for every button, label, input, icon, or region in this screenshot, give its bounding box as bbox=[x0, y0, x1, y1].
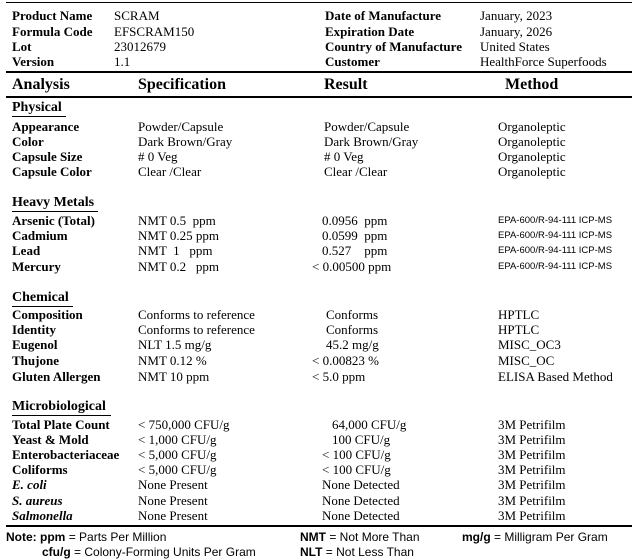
note-nlt-abbr: NLT bbox=[300, 545, 323, 559]
analysis-name: Arsenic (Total) bbox=[12, 213, 95, 228]
note-ppm-abbr: ppm bbox=[40, 530, 66, 544]
note-nmt-abbr: NMT bbox=[300, 530, 326, 544]
section-title-heavy-metals: Heavy Metals bbox=[12, 195, 95, 210]
column-analysis: Analysis bbox=[12, 76, 70, 93]
method: MISC_OC3 bbox=[498, 337, 561, 352]
notes-line-1 bbox=[6, 530, 166, 544]
formula-code-value: EFSCRAM150 bbox=[114, 24, 195, 39]
result: < 0.00823 % bbox=[312, 353, 379, 368]
method: HPTLC bbox=[498, 307, 540, 322]
product-name-label: Product Name bbox=[12, 8, 93, 23]
analysis-name: Appearance bbox=[12, 119, 80, 134]
table-row bbox=[0, 417, 638, 432]
method: EPA-600/R-94-111 ICP-MS bbox=[498, 261, 613, 272]
table-row bbox=[0, 164, 638, 179]
date-of-manufacture-value: January, 2023 bbox=[480, 8, 553, 23]
method: 3M Petrifilm bbox=[498, 493, 566, 508]
method: 3M Petrifilm bbox=[498, 508, 566, 523]
analysis-name: Salmonella bbox=[12, 508, 73, 523]
specification: None Present bbox=[138, 493, 208, 508]
method: EPA-600/R-94-111 ICP-MS bbox=[498, 245, 613, 256]
result: < 100 CFU/g bbox=[322, 462, 391, 477]
table-row bbox=[0, 243, 638, 258]
note-mgg bbox=[462, 530, 608, 544]
specification: NMT 10 ppm bbox=[138, 369, 210, 384]
method: 3M Petrifilm bbox=[498, 477, 566, 492]
table-row bbox=[0, 228, 638, 243]
table-bottom-rule bbox=[6, 525, 632, 527]
note-ppm-def: = Parts Per Million bbox=[68, 530, 167, 544]
table-row bbox=[0, 508, 638, 523]
specification: Conforms to reference bbox=[138, 322, 255, 337]
section-underline-physical bbox=[12, 116, 66, 117]
result: Clear /Clear bbox=[324, 164, 388, 179]
result: # 0 Veg bbox=[324, 149, 364, 164]
analysis-name: Total Plate Count bbox=[12, 417, 110, 432]
analysis-name: Composition bbox=[12, 307, 83, 322]
specification: < 1,000 CFU/g bbox=[138, 432, 217, 447]
customer-label: Customer bbox=[325, 54, 380, 69]
analysis-name: Identity bbox=[12, 322, 57, 337]
method: Organoleptic bbox=[498, 134, 566, 149]
column-specification: Specification bbox=[138, 76, 226, 93]
result: None Detected bbox=[322, 508, 400, 523]
specification: NMT 1 ppm bbox=[138, 243, 213, 258]
table-row bbox=[0, 369, 638, 384]
table-row bbox=[0, 493, 638, 508]
table-row bbox=[0, 149, 638, 164]
method: ELISA Based Method bbox=[498, 369, 613, 384]
analysis-name: Thujone bbox=[12, 353, 59, 368]
method: 3M Petrifilm bbox=[498, 417, 566, 432]
version-value: 1.1 bbox=[114, 54, 131, 69]
method: Organoleptic bbox=[498, 164, 566, 179]
method: HPTLC bbox=[498, 322, 540, 337]
specification: Conforms to reference bbox=[138, 307, 255, 322]
analysis-name: Capsule Size bbox=[12, 149, 83, 164]
section-underline-microbiological bbox=[12, 415, 111, 416]
specification: NMT 0.25 ppm bbox=[138, 228, 220, 243]
column-header-bottom-rule bbox=[6, 96, 632, 98]
result: < 0.00500 ppm bbox=[312, 259, 392, 274]
result: None Detected bbox=[322, 493, 400, 508]
table-row bbox=[0, 432, 638, 447]
specification: < 750,000 CFU/g bbox=[138, 417, 230, 432]
specification: None Present bbox=[138, 477, 208, 492]
method: EPA-600/R-94-111 ICP-MS bbox=[498, 230, 613, 241]
result: Conforms bbox=[326, 307, 378, 322]
method: 3M Petrifilm bbox=[498, 447, 566, 462]
specification: NMT 0.5 ppm bbox=[138, 213, 216, 228]
country-value: United States bbox=[480, 39, 550, 54]
date-of-manufacture-label: Date of Manufacture bbox=[325, 8, 442, 23]
customer-value: HealthForce Superfoods bbox=[480, 54, 607, 69]
top-rule bbox=[6, 2, 632, 3]
analysis-name: S. aureus bbox=[12, 493, 63, 508]
specification: None Present bbox=[138, 508, 208, 523]
table-row bbox=[0, 353, 638, 368]
analysis-name: Lead bbox=[12, 243, 41, 258]
analysis-name: Yeast & Mold bbox=[12, 432, 89, 447]
expiration-date-value: January, 2026 bbox=[480, 24, 553, 39]
section-title-chemical: Chemical bbox=[12, 290, 69, 305]
analysis-name: Gluten Allergen bbox=[12, 369, 101, 384]
result: None Detected bbox=[322, 477, 400, 492]
specification: < 5,000 CFU/g bbox=[138, 447, 217, 462]
result: 0.0956 ppm bbox=[322, 213, 388, 228]
section-underline-heavy-metals bbox=[12, 211, 98, 212]
table-row bbox=[0, 213, 638, 228]
method: 3M Petrifilm bbox=[498, 462, 566, 477]
table-row bbox=[0, 322, 638, 337]
result: Powder/Capsule bbox=[324, 119, 410, 134]
note-nlt-def: = Not Less Than bbox=[325, 545, 414, 559]
analysis-name: Enterobacteriaceae bbox=[12, 447, 120, 462]
note-mgg-def: = Milligram Per Gram bbox=[494, 530, 608, 544]
analysis-name: Eugenol bbox=[12, 337, 58, 352]
formula-code-label: Formula Code bbox=[12, 24, 93, 39]
version-label: Version bbox=[12, 54, 55, 69]
analysis-name: Cadmium bbox=[12, 228, 68, 243]
expiration-date-label: Expiration Date bbox=[325, 24, 415, 39]
analysis-name: E. coli bbox=[12, 477, 47, 492]
result: 100 CFU/g bbox=[332, 432, 391, 447]
specification: NLT 1.5 mg/g bbox=[138, 337, 212, 352]
specification: Clear /Clear bbox=[138, 164, 202, 179]
result: < 100 CFU/g bbox=[322, 447, 391, 462]
note-nmt bbox=[300, 530, 420, 544]
note-mgg-abbr: mg/g bbox=[462, 530, 491, 544]
table-row bbox=[0, 259, 638, 274]
method: MISC_OC bbox=[498, 353, 555, 368]
note-cfu-def: = Colony-Forming Units Per Gram bbox=[74, 545, 256, 559]
column-result: Result bbox=[324, 76, 368, 93]
table-row bbox=[0, 337, 638, 352]
analysis-name: Color bbox=[12, 134, 44, 149]
table-row bbox=[0, 477, 638, 492]
note-nmt-def: = Not More Than bbox=[329, 530, 420, 544]
method: EPA-600/R-94-111 ICP-MS bbox=[498, 215, 613, 226]
method: 3M Petrifilm bbox=[498, 432, 566, 447]
table-row bbox=[0, 119, 638, 134]
specification: NMT 0.12 % bbox=[138, 353, 207, 368]
result: 0.0599 ppm bbox=[322, 228, 388, 243]
column-method: Method bbox=[505, 76, 559, 93]
specification: Powder/Capsule bbox=[138, 119, 224, 134]
result: Dark Brown/Gray bbox=[324, 134, 419, 149]
table-row bbox=[0, 307, 638, 322]
analysis-name: Capsule Color bbox=[12, 164, 92, 179]
notes-label: Note: bbox=[6, 530, 37, 544]
lot-label: Lot bbox=[12, 39, 32, 54]
section-title-physical: Physical bbox=[12, 100, 62, 115]
table-row bbox=[0, 447, 638, 462]
method: Organoleptic bbox=[498, 149, 566, 164]
result: 45.2 mg/g bbox=[326, 337, 379, 352]
result: 0.527 ppm bbox=[322, 243, 388, 258]
specification: NMT 0.2 ppm bbox=[138, 259, 220, 274]
specification: # 0 Veg bbox=[138, 149, 178, 164]
table-row bbox=[0, 462, 638, 477]
column-header-top-rule bbox=[6, 71, 632, 73]
analysis-name: Mercury bbox=[12, 259, 61, 274]
result: Conforms bbox=[326, 322, 378, 337]
lot-value: 23012679 bbox=[114, 39, 166, 54]
product-name-value: SCRAM bbox=[114, 8, 160, 23]
method: Organoleptic bbox=[498, 119, 566, 134]
specification: Dark Brown/Gray bbox=[138, 134, 233, 149]
table-row bbox=[0, 134, 638, 149]
section-title-microbiological: Microbiological bbox=[12, 399, 106, 414]
note-cfu-abbr: cfu/g bbox=[42, 545, 71, 559]
specification: < 5,000 CFU/g bbox=[138, 462, 217, 477]
result: < 5.0 ppm bbox=[312, 369, 366, 384]
country-label: Country of Manufacture bbox=[325, 39, 462, 54]
result: 64,000 CFU/g bbox=[332, 417, 407, 432]
analysis-name: Coliforms bbox=[12, 462, 68, 477]
